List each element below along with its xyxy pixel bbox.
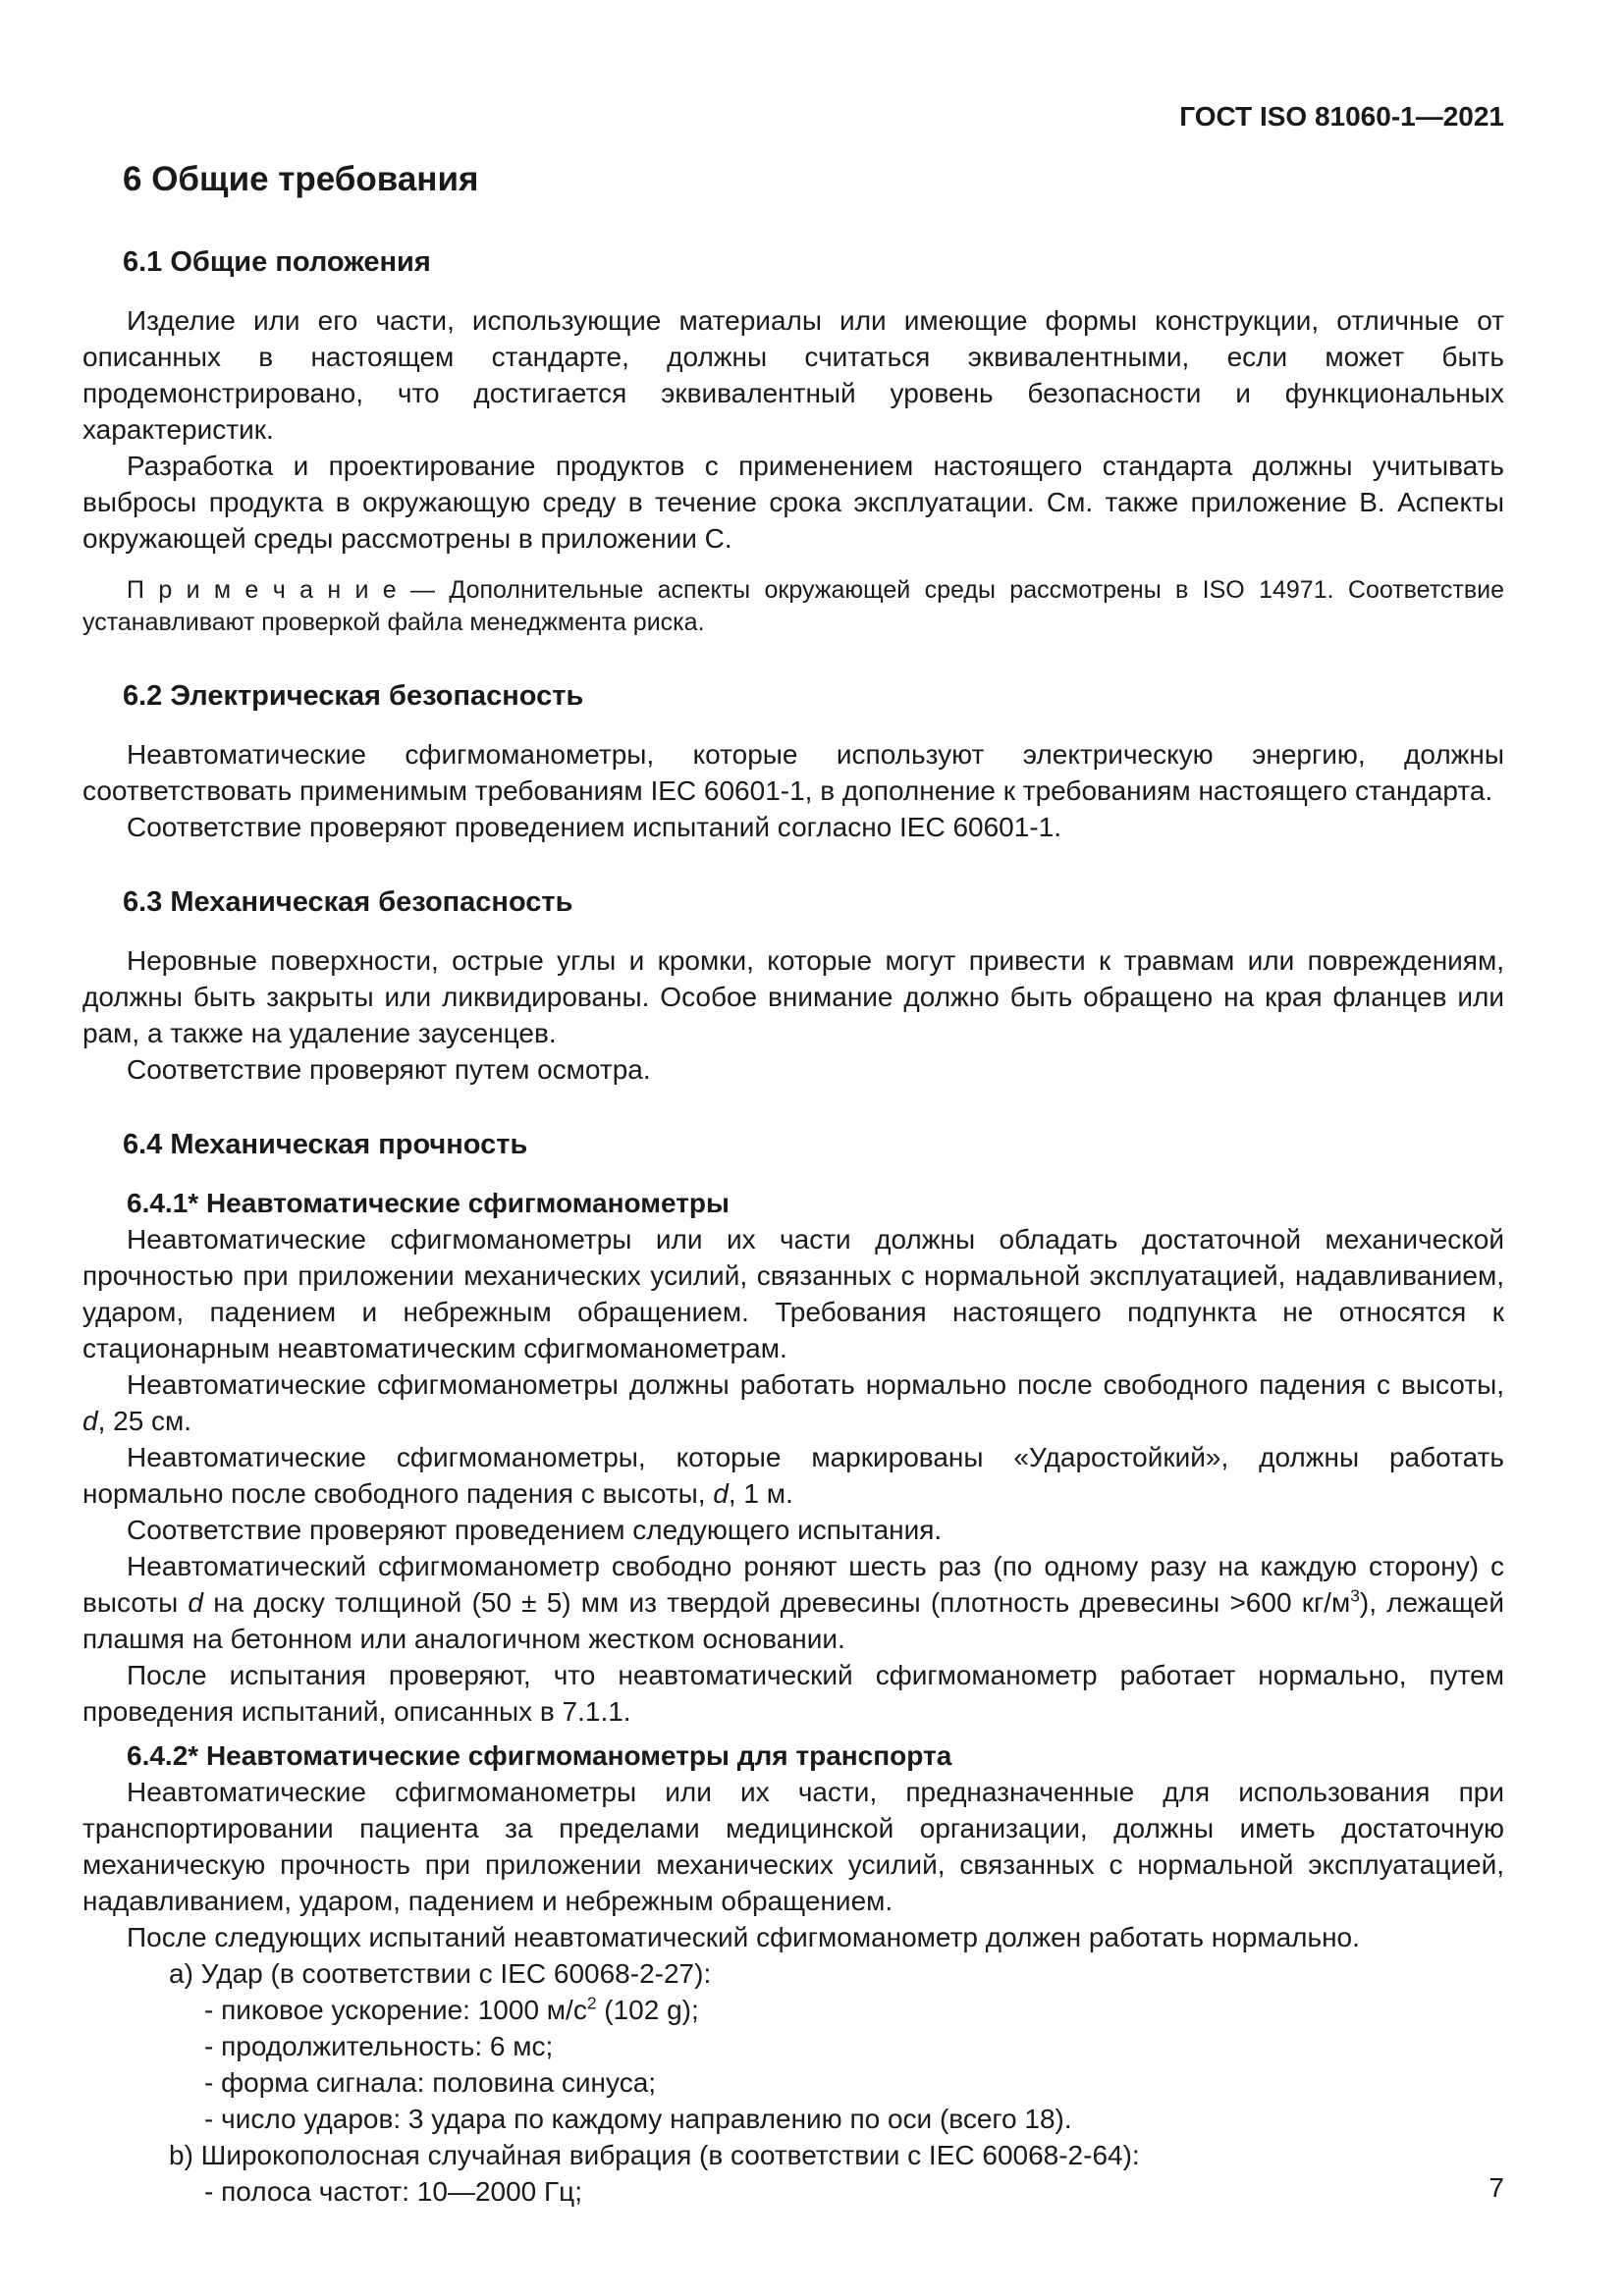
paragraph: После следующих испытаний неавтоматический сфигмоманометр должен работать нормально. — [127, 1922, 1360, 1952]
paragraph: Неавтоматические сфигмоманометры, которые маркированы «Ударостойкий», должны работать нормально после свободного падения с высоты, d, 1 м. — [82, 1442, 1504, 1509]
paragraph: После испытания проверяют, что неавтоматический сфигмоманометр работает нормально, путем проведения испытаний, описанных в 7.1.1. — [82, 1660, 1504, 1727]
list-item-dash: - продолжительность: 6 мс; — [204, 2031, 554, 2061]
list-item-letter: b) Широкополосная случайная вибрация (в соответствии с IEC 60068-2-64): — [169, 2140, 1140, 2170]
paragraph: Соответствие проверяют проведением следующего испытания. — [127, 1515, 943, 1545]
section-heading: 6.4 Механическая прочность — [123, 1129, 528, 1160]
note-paragraph: П р и м е ч а н и е — Дополнительные аспекты окружающей среды рассмотрены в ISO 14971. Соответствие устанавливают проверкой файла менеджмента риска. — [82, 576, 1504, 636]
section-heading: 6.3 Механическая безопасность — [123, 886, 573, 918]
paragraph: Неавтоматические сфигмоманометры, которые используют электрическую энергию, должны соответствовать применимым требованиям IEC 60601-1, в дополнение к требованиям настоящего стандарта. — [82, 739, 1504, 806]
paragraph: Соответствие проверяют проведением испытаний согласно IEC 60601-1. — [127, 812, 1061, 842]
list-item-dash: - число ударов: 3 удара по каждому направлению по оси (всего 18). — [204, 2104, 1072, 2134]
section-heading: 6.2 Электрическая безопасность — [123, 680, 584, 712]
paragraph: Неавтоматический сфигмоманометр свободно роняют шесть раз (по одному разу на каждую сторону) с высоты d на доску толщиной (50 ± 5) мм из твердой древесины (плотность древесины >600 $кг/м^3$), лежащей плашмя на бетонном или аналогичном жестком основании. — [82, 1551, 1505, 1654]
paragraph: Неавтоматические сфигмоманометры или их части должны обладать достаточной механической прочностью при приложении механических усилий, связанных с нормальной эксплуатацией, надавливанием, ударом, падением и небрежным обращением. Требования настоящего подпункта не относятся к стационарным неавтоматическим сфигмоманометрам. — [82, 1224, 1504, 1363]
paragraph: Изделие или его части, использующие материалы или имеющие формы конструкции, отличные от описанных в настоящем стандарте, должны считаться эквивалентными, если может быть продемонстрировано, что достигается эквивалентный уровень безопасности и функциональных характеристик. — [82, 305, 1504, 445]
document-content — [82, 158, 1504, 2210]
list-item-letter: a) Удар (в соответствии с IEC 60068-2-27): — [169, 1958, 712, 1989]
paragraph: Неавтоматические сфигмоманометры или их части, предназначенные для использования при транспортировании пациента за пределами медицинской организации, должны иметь достаточную механическую прочность при приложении механических усилий, связанных с нормальной эксплуатацией, надавливанием, ударом, падением и небрежным обращением. — [82, 1777, 1504, 1916]
subsection-heading: 6.4.2* Неавтоматические сфигмоманометры для транспорта — [127, 1740, 952, 1771]
paragraph: Неавтоматические сфигмоманометры должны работать нормально после свободного падения с высоты, d, 25 см. — [82, 1369, 1504, 1436]
paragraph: Неровные поверхности, острые углы и кромки, которые могут привести к травмам или повреждениям, должны быть закрыты или ликвидированы. Особое внимание должно быть обращено на края фланцев или рам, а также на удаление заусенцев. — [82, 945, 1504, 1048]
list-item-dash: - пиковое ускорение: 1000 $м/с^2$ (102 g); — [204, 1993, 699, 2025]
list-item-dash: - форма сигнала: половина синуса; — [204, 2067, 657, 2098]
page-number: 7 — [1489, 2172, 1504, 2203]
document-code-header: ГОСТ ISO 81060-1—2021 — [1179, 101, 1504, 132]
paragraph: Соответствие проверяют путем осмотра. — [127, 1054, 651, 1085]
section-heading: 6.1 Общие положения — [123, 246, 431, 278]
list-item-dash: - полоса частот: 10—2000 Гц; — [204, 2176, 582, 2207]
subsection-heading: 6.4.1* Неавтоматические сфигмоманометры — [127, 1188, 730, 1218]
paragraph: Разработка и проектирование продуктов с применением настоящего стандарта должны учитывать выбросы продукта в окружающую среду в течение срока эксплуатации. См. также приложение B. Аспекты окружающей среды рассмотрены в приложении C. — [82, 451, 1504, 554]
chapter-title: 6 Общие требования — [123, 160, 479, 198]
